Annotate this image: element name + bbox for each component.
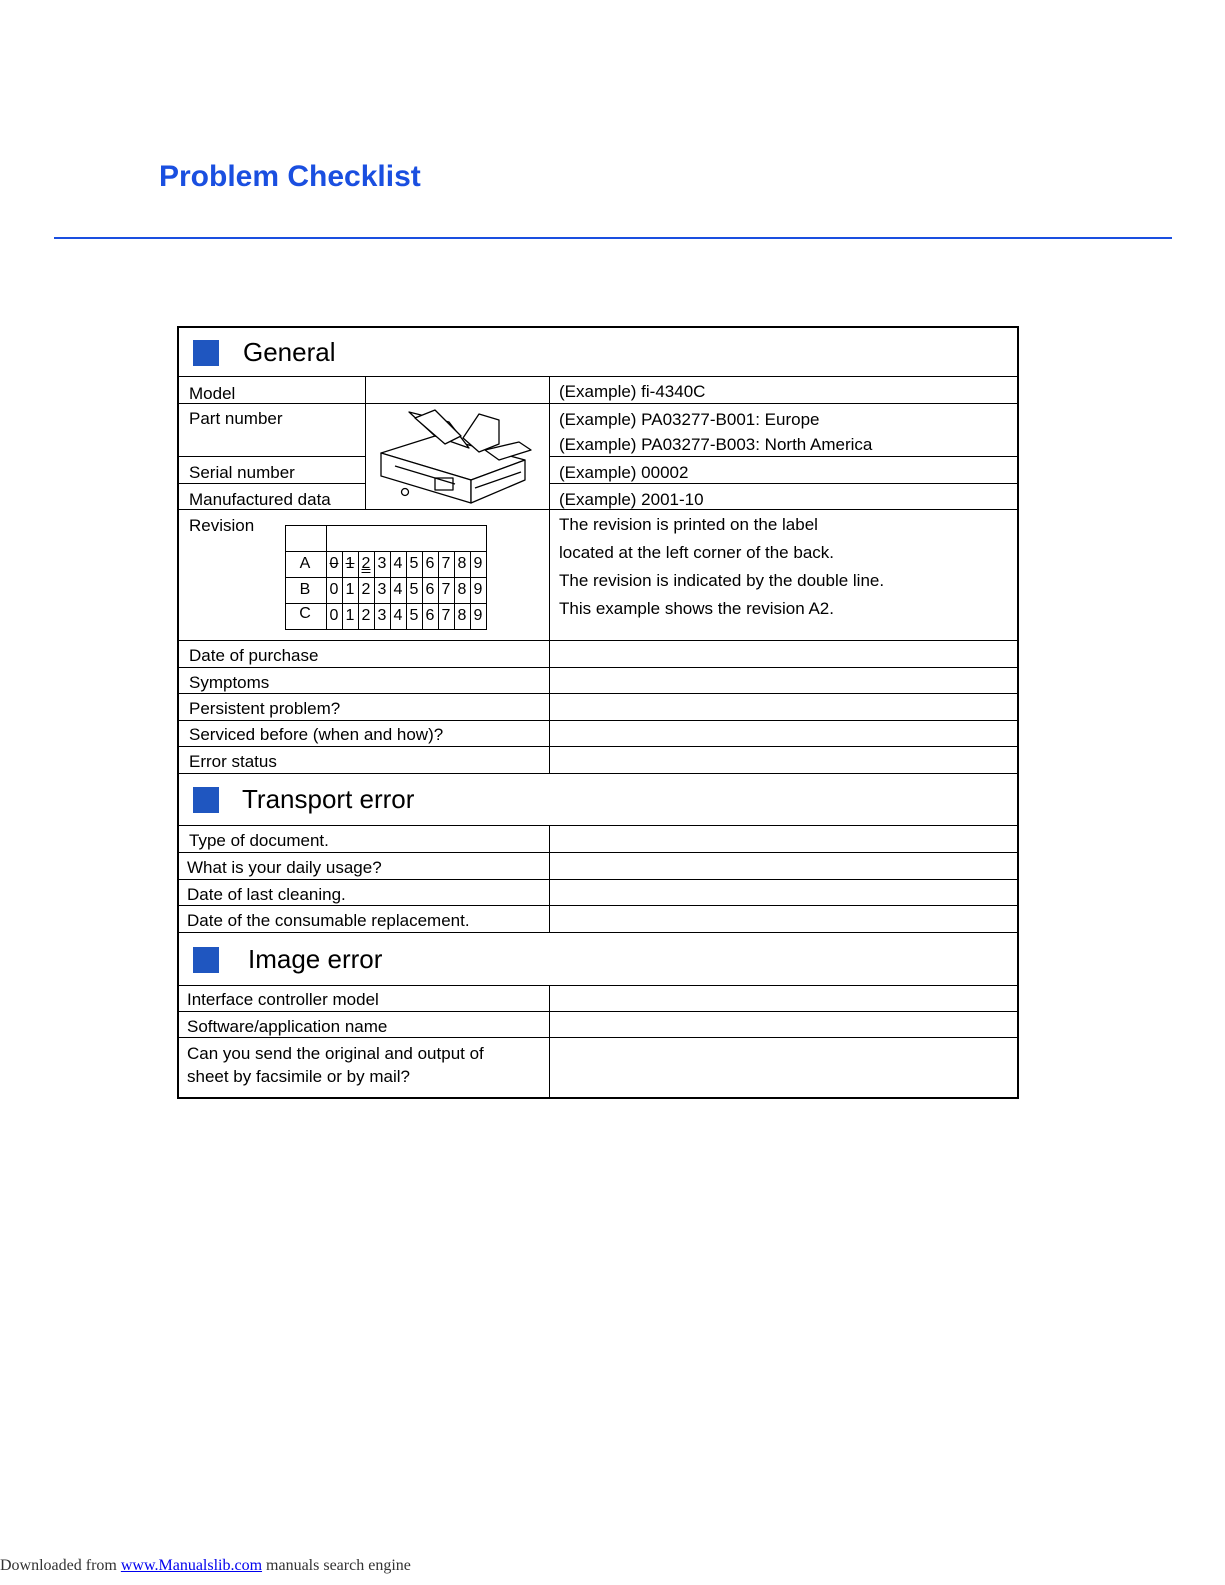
- revision-letter-b: B: [299, 581, 311, 598]
- revision-digit: 0: [329, 607, 339, 624]
- revision-digit: 5: [409, 555, 419, 572]
- revision-digit: 6: [425, 607, 435, 624]
- section-square-icon: [193, 340, 219, 366]
- revision-digit: 4: [393, 607, 403, 624]
- revision-digit: 2: [361, 607, 371, 624]
- revision-note-3: The revision is indicated by the double line.: [559, 571, 885, 590]
- label-last-cleaning: Date of last cleaning.: [187, 885, 346, 904]
- problem-checklist-table: [177, 326, 1019, 1099]
- footer: [0, 1557, 411, 1575]
- label-model: Model: [189, 384, 236, 403]
- revision-digit: 3: [377, 555, 387, 572]
- label-serial-number: Serial number: [189, 463, 295, 482]
- revision-digit-current: 2: [361, 555, 371, 572]
- label-type-of-document: Type of document.: [189, 831, 329, 850]
- title-divider: [54, 237, 1172, 239]
- label-serviced-before: Serviced before (when and how)?: [189, 725, 444, 744]
- revision-digit: 8: [457, 555, 467, 572]
- label-daily-usage: What is your daily usage?: [187, 858, 382, 877]
- label-persistent-problem: Persistent problem?: [189, 699, 341, 718]
- revision-letter-c: C: [299, 605, 311, 622]
- revision-digit: 8: [457, 607, 467, 624]
- value-model: (Example) fi-4340C: [559, 382, 706, 401]
- revision-digit: 1: [345, 581, 355, 598]
- footer-prefix: Downloaded from: [0, 1557, 121, 1574]
- revision-digit: 0: [329, 555, 339, 572]
- section-square-icon: [193, 787, 219, 813]
- label-manufactured: Manufactured data: [189, 490, 331, 509]
- revision-digit: 0: [329, 581, 339, 598]
- revision-digit: 7: [441, 607, 451, 624]
- revision-digit: 4: [393, 581, 403, 598]
- revision-digit: 9: [473, 607, 483, 624]
- revision-digit: 5: [409, 607, 419, 624]
- label-software-name: Software/application name: [187, 1017, 388, 1036]
- label-part-number: Part number: [189, 409, 283, 428]
- scanner-illustration-icon: [375, 408, 535, 508]
- label-error-status: Error status: [189, 752, 277, 771]
- revision-digit: 9: [473, 555, 483, 572]
- value-manufactured: (Example) 2001-10: [559, 490, 704, 509]
- revision-table: [285, 525, 487, 629]
- label-send-original-1: Can you send the original and output of: [187, 1044, 484, 1063]
- revision-digit: 4: [393, 555, 403, 572]
- revision-digit: 1: [345, 555, 355, 572]
- revision-digit: 6: [425, 581, 435, 598]
- revision-digit: 8: [457, 581, 467, 598]
- section-title-general: General: [243, 337, 336, 367]
- value-part-number-1: (Example) PA03277-B001: Europe: [559, 410, 820, 429]
- section-title-transport: Transport error: [242, 784, 415, 814]
- revision-digit: 3: [377, 581, 387, 598]
- footer-suffix: manuals search engine: [262, 1557, 411, 1574]
- section-title-image: Image error: [248, 944, 383, 974]
- revision-digit: 7: [441, 555, 451, 572]
- label-consumable-replacement: Date of the consumable replacement.: [187, 911, 470, 930]
- page-title: Problem Checklist: [159, 160, 421, 193]
- revision-note-2: located at the left corner of the back.: [559, 543, 834, 562]
- revision-digit: 3: [377, 607, 387, 624]
- footer-link[interactable]: www.Manualslib.com: [120, 1557, 263, 1574]
- revision-letter-a: A: [299, 555, 311, 572]
- revision-digit: 5: [409, 581, 419, 598]
- label-interface-controller: Interface controller model: [187, 990, 379, 1009]
- label-send-original-2: sheet by facsimile or by mail?: [187, 1067, 410, 1086]
- revision-digit: 7: [441, 581, 451, 598]
- value-serial-number: (Example) 00002: [559, 463, 689, 482]
- revision-digit: 2: [361, 581, 371, 598]
- label-symptoms: Symptoms: [189, 673, 270, 692]
- revision-note-4: This example shows the revision A2.: [559, 599, 834, 618]
- value-part-number-2: (Example) PA03277-B003: North America: [559, 435, 873, 454]
- revision-digit: 6: [425, 555, 435, 572]
- revision-digit: 1: [345, 607, 355, 624]
- section-square-icon: [193, 947, 219, 973]
- label-date-of-purchase: Date of purchase: [189, 646, 319, 665]
- label-revision: Revision: [189, 516, 255, 535]
- revision-digit: 9: [473, 581, 483, 598]
- revision-note-1: The revision is printed on the label: [559, 515, 818, 534]
